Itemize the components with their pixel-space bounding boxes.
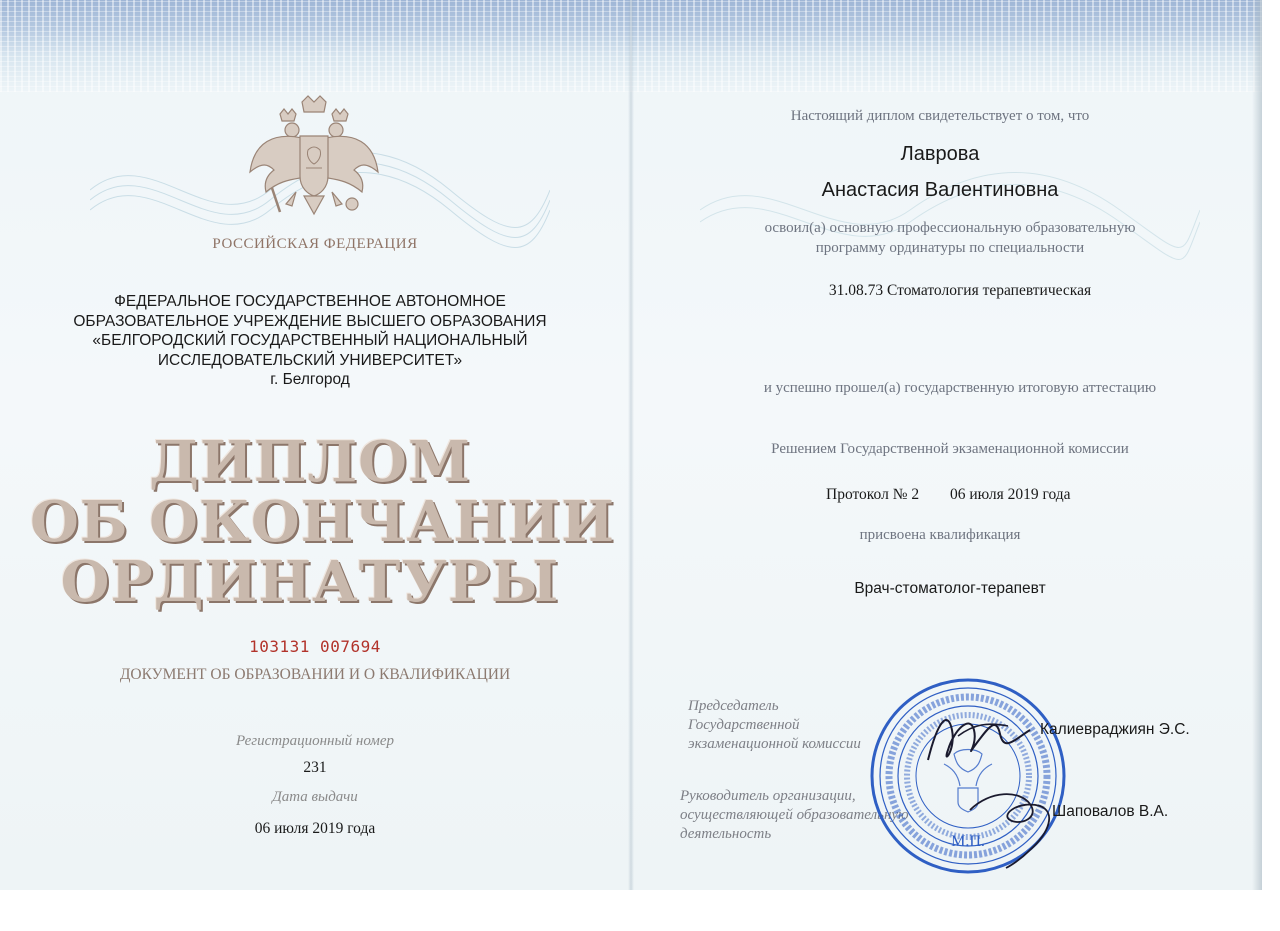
serial-number: 103131 007694 <box>249 637 381 656</box>
head-label-line: осуществляющей образовательную <box>680 807 909 823</box>
head-name: Шаповалов В.А. <box>1052 803 1169 820</box>
registration-number: 231 <box>303 759 327 776</box>
paper-edge <box>1252 0 1262 890</box>
chair-label <box>688 697 861 754</box>
institution-name <box>40 292 580 390</box>
institution-line: «БЕЛГОРОДСКИЙ ГОСУДАРСТВЕННЫЙ НАЦИОНАЛЬНЫЙ <box>92 332 528 349</box>
coat-of-arms-emblem <box>244 92 384 232</box>
page-fold <box>628 0 634 890</box>
program-text-line1: освоил(а) основную профессиональную образовательную <box>764 220 1136 236</box>
qualification-label: присвоена квалификация <box>859 527 1021 543</box>
head-label-line: Руководитель организации, <box>680 788 856 804</box>
head-signature <box>960 780 1070 870</box>
institution-line: ИССЛЕДОВАТЕЛЬСКИЙ УНИВЕРСИТЕТ» <box>157 351 463 369</box>
qualification: Врач-стоматолог-терапевт <box>854 580 1046 597</box>
country-label: РОССИЙСКАЯ ФЕДЕРАЦИЯ <box>212 236 418 252</box>
institution-line: ФЕДЕРАЛЬНОЕ ГОСУДАРСТВЕННОЕ АВТОНОМНОЕ <box>114 293 506 310</box>
document-type: ДОКУМЕНТ ОБ ОБРАЗОВАНИИ И О КВАЛИФИКАЦИИ <box>119 666 511 683</box>
diploma-title <box>30 429 616 615</box>
protocol-date: 06 июля 2019 года <box>950 486 1071 503</box>
seal-mark: М.П. <box>951 833 985 850</box>
registration-number-label: Регистрационный номер <box>235 733 394 749</box>
title-line: ОБ ОКОНЧАНИИ <box>30 489 616 555</box>
program-text-line2: программу ординатуры по специальности <box>815 240 1085 256</box>
commission-decision-text: Решением Государственной экзаменационной комиссии <box>771 441 1129 457</box>
graduate-surname: Лаврова <box>900 143 980 165</box>
intro-text: Настоящий диплом свидетельствует о том, что <box>790 108 1090 124</box>
issue-date: 06 июля 2019 года <box>254 820 376 837</box>
graduate-given-names: Анастасия Валентиновна <box>821 179 1059 201</box>
attestation-text: и успешно прошел(а) государственную итоговую аттестацию <box>763 380 1157 396</box>
issue-date-label: Дата выдачи <box>272 789 358 805</box>
institution-line: ОБРАЗОВАТЕЛЬНОЕ УЧРЕЖДЕНИЕ ВЫСШЕГО ОБРАЗОВАНИЯ <box>73 312 547 330</box>
institution-city: г. Белгород <box>270 371 350 388</box>
head-label-line: деятельность <box>680 826 772 842</box>
title-line: ОРДИНАТУРЫ <box>60 549 560 615</box>
chair-name: Калиевраджиян Э.С. <box>1040 721 1190 738</box>
chair-label-line: Государственной <box>688 717 800 733</box>
chair-signature <box>918 700 1038 780</box>
specialty: 31.08.73 Стоматология терапевтическая <box>828 282 1092 299</box>
title-line: ДИПЛОМ <box>149 429 471 495</box>
chair-label-line: экзаменационной комиссии <box>688 736 861 752</box>
protocol-number: Протокол № 2 <box>826 486 920 503</box>
chair-label-line: Председатель <box>688 698 779 714</box>
